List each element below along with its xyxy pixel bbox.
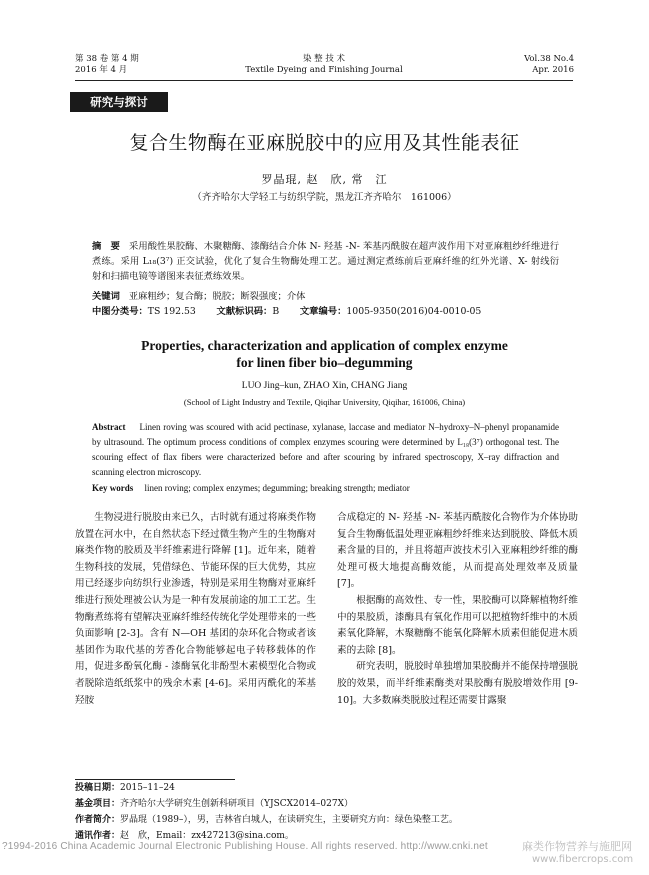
- author-bio-text: 罗晶琨（1989–），男，吉林省白城人，在读研究生，主要研究方向：绿色染整工艺。: [120, 815, 458, 825]
- watermark-url: www.fibercrops.com: [532, 854, 634, 865]
- abstract-cn: [92, 239, 559, 284]
- authors-cn: 罗晶琨, 赵 欣, 常 江: [261, 173, 388, 186]
- body-left-text: 生物浸进行脱胶由来已久，古时就有通过将麻类作物放置在河水中，在自然状态下经过微生物产生的生物酶对麻类作物的胶质及半纤维素进行降解 [1]。近年来，随着生物科技的发展，凭借绿色、节能环保的巨大优势，其应用已经逐步向纺织行业渗透，特别是采用生物酶对亚麻纤维进行预处理被公认为是一种有发展前途的加工工艺。生物酶煮练将有望解决亚麻纤维经传统化学处理带来的一些负面影响 [2-3]。含有 N—OH 基团的杂环化合物或者该基团作为取代基的芳香化合物能够起电子转移载体的作用，促进多酚氧化酶 - 漆酶氧化非酚型木素模型化合物或者脱除造纸纸浆中的残余木素 [4-6]。采用丙酰化的苯基羟胺: [75, 512, 316, 706]
- abstract-en-text: Linen roving was scoured with acid pectinase, xylanase, laccase and mediator N–hydroxy–N–phenyl propanamide by ultrasound. The optimum process conditions of complex enzymes scouring were determined by L₁₈(3⁷) orthogonal test. The scouring effect of flax fibers were characterized before and after scouring by infrared spectroscopy, X–ray diffraction and scanning electron microscopy.: [92, 422, 559, 478]
- footnote-fund: [75, 796, 353, 812]
- keywords-en: [92, 481, 559, 496]
- classification-line: [92, 304, 559, 319]
- keywords-en-text: linen roving; complex enzymes; degumming; breaking strength; mediator: [144, 483, 410, 493]
- abstract-en-label: Abstract: [92, 422, 126, 432]
- contact-label: 通讯作者：: [75, 831, 121, 841]
- header-left: [75, 54, 139, 76]
- publication-date: 2016 年 4 月: [75, 65, 128, 75]
- volume-issue: 第 38 卷 第 4 期: [75, 54, 139, 64]
- clc-value: TS 192.53: [147, 306, 196, 317]
- authors-en: LUO Jing–kun, ZHAO Xin, CHANG Jiang: [241, 381, 408, 391]
- journal-name-cn: 染 整 技 术: [302, 54, 346, 64]
- body-right-p3: 研究表明，脱胶时单独增加果胶酶并不能保持增强脱胶的效果，而半纤维素酶类对果胶酶有脱胶增效作用 [9-10]。大多数麻类脱胶过程还需要甘露聚: [337, 661, 578, 706]
- abstract-en: [92, 420, 559, 480]
- received-date: 2015–11–24: [120, 783, 175, 793]
- copyright-footer: ?1994-2016 China Academic Journal Electronic Publishing House. All rights reserved. http://www.cnki.net: [2, 841, 488, 852]
- affiliation-cn: （齐齐哈尔大学轻工与纺织学院，黑龙江齐齐哈尔 161006）: [192, 192, 457, 203]
- title-en-line2: for linen fiber bio–degumming: [236, 355, 413, 370]
- month-year: Apr. 2016: [532, 65, 574, 75]
- author-bio-label: 作者简介：: [75, 815, 121, 825]
- footnote-received: [75, 780, 175, 796]
- clc-label: 中图分类号：: [92, 306, 148, 317]
- watermark-cn: 麻类作物营养与施肥网: [522, 840, 632, 853]
- affiliation-en: (School of Light Industry and Textile, Qiqihar University, Qiqihar, 161006, China): [183, 397, 466, 407]
- body-right-p2: 根据酶的高效性、专一性，果胶酶可以降解植物纤维中的果胶质，漆酶具有氧化作用可以把植物纤维中的木质素氧化降解，木聚糖酶不能氧化降解木质素但能促进木质素的去除 [8]。: [337, 594, 578, 656]
- article-no-value: 1005-9350(2016)04-0010-05: [346, 306, 482, 317]
- vol-no: Vol.38 No.4: [524, 54, 574, 64]
- fund-label: 基金项目：: [75, 799, 121, 809]
- keywords-cn-text: 亚麻粗纱；复合酶；脱胶；断裂强度；介体: [128, 291, 306, 302]
- header-center: [224, 54, 424, 76]
- header-right: [524, 54, 574, 76]
- header-rule: [75, 80, 573, 81]
- journal-name-en: Textile Dyeing and Finishing Journal: [245, 65, 403, 75]
- keywords-cn-label: 关键词: [92, 291, 120, 302]
- footnote-author: [75, 812, 458, 828]
- keywords-cn: [92, 289, 559, 304]
- keywords-en-label: Key words: [92, 483, 134, 493]
- contact-text: 赵 欣，Email：zx427213@sina.com。: [120, 831, 294, 841]
- article-no-label: 文章编号：: [299, 306, 347, 317]
- body-right-p1: 合成稳定的 N- 羟基 -N- 苯基丙酰胺化合物作为介体协助复合生物酶低温处理亚麻粗纱纤维来达到脱胶、降低木质素含量的目的，并且将超声波技术引入亚麻粗纱纤维的酶处理可极大地提高酶效能，从而提高处理效率及质量 [7]。: [337, 512, 578, 590]
- fund-text: 齐齐哈尔大学研究生创新科研项目（YJSCX2014–027X）: [120, 799, 354, 809]
- abstract-cn-label: 摘 要: [92, 241, 121, 252]
- body-right-column: [337, 510, 578, 709]
- section-tag: 研究与探讨: [70, 92, 168, 112]
- body-left-column: [75, 510, 316, 709]
- doc-code-label: 文献标识码：: [216, 306, 273, 317]
- received-label: 投稿日期：: [75, 783, 121, 793]
- page-title: 复合生物酶在亚麻脱胶中的应用及其性能表征: [129, 132, 520, 154]
- title-en: [0, 337, 649, 371]
- abstract-cn-text: 采用酸性果胶酶、木聚糖酶、漆酶结合介体 N- 羟基 -N- 苯基丙酰胺在超声波作用下对亚麻粗纱纤维进行煮练。采用 L₁₈(3⁷) 正交试验，优化了复合生物酶处理工艺。通过测定煮练前后亚麻纤维的红外光谱、X- 射线衍射和扫描电镜等谱图来表征煮练效果。: [92, 241, 559, 283]
- title-en-line1: Properties, characterization and application of complex enzyme: [141, 338, 508, 353]
- doc-code-value: B: [272, 306, 280, 317]
